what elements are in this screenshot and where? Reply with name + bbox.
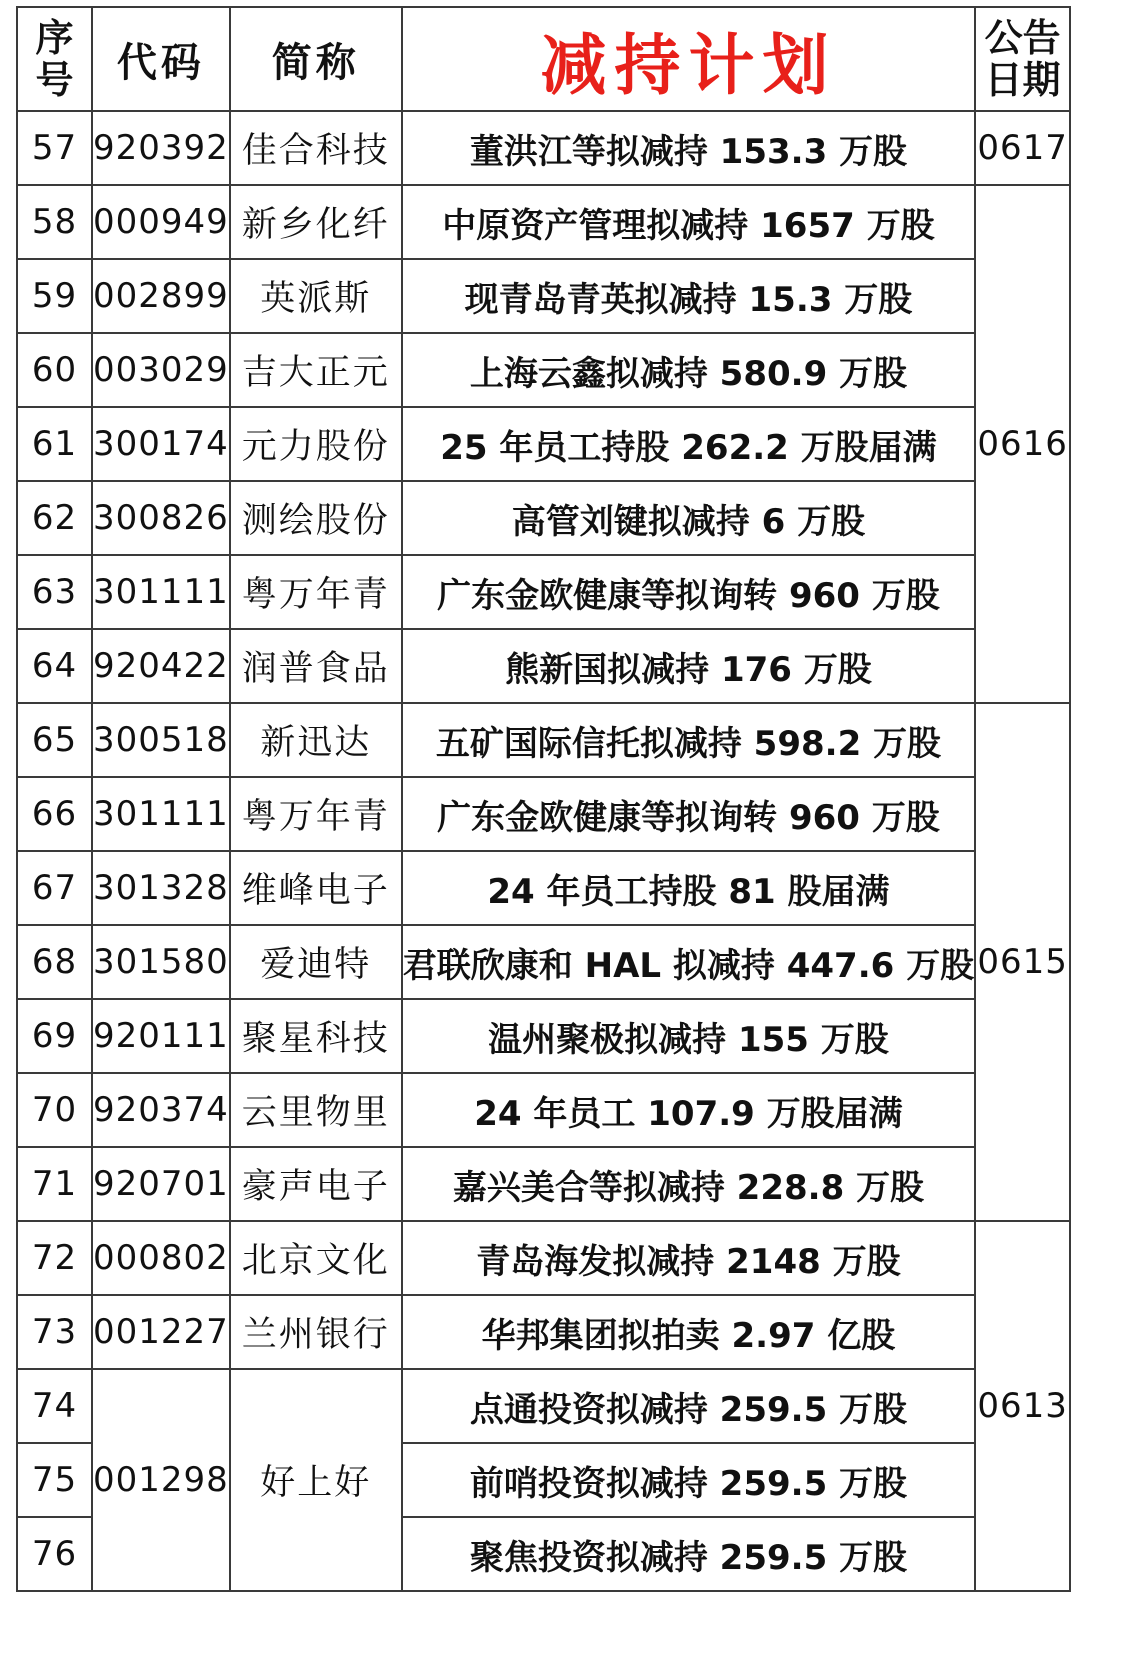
table-row	[17, 481, 1070, 555]
code-cell: 301111	[92, 777, 230, 851]
code-cell: 920701	[92, 1147, 230, 1221]
table-row	[17, 703, 1070, 777]
header-row	[17, 7, 1070, 111]
table-row	[17, 1369, 1070, 1443]
seq-cell: 63	[17, 555, 92, 629]
header-name: 简称	[230, 7, 402, 111]
plan-cell: 青岛海发拟减持 2148 万股	[402, 1221, 975, 1295]
plan-cell: 五矿国际信托拟减持 598.2 万股	[402, 703, 975, 777]
code-cell: 001298	[92, 1369, 230, 1591]
seq-cell: 60	[17, 333, 92, 407]
code-cell: 300518	[92, 703, 230, 777]
seq-cell: 67	[17, 851, 92, 925]
table-row	[17, 185, 1070, 259]
seq-cell: 64	[17, 629, 92, 703]
table-row	[17, 999, 1070, 1073]
code-cell: 920374	[92, 1073, 230, 1147]
name-cell: 维峰电子	[230, 851, 402, 925]
name-cell: 粤万年青	[230, 777, 402, 851]
header-code: 代码	[92, 7, 230, 111]
plan-cell: 上海云鑫拟减持 580.9 万股	[402, 333, 975, 407]
plan-cell: 25 年员工持股 262.2 万股届满	[402, 407, 975, 481]
table-row	[17, 1147, 1070, 1221]
name-cell: 佳合科技	[230, 111, 402, 185]
seq-cell: 71	[17, 1147, 92, 1221]
plan-cell: 前哨投资拟减持 259.5 万股	[402, 1443, 975, 1517]
name-cell: 好上好	[230, 1369, 402, 1591]
table-row	[17, 111, 1070, 185]
plan-cell: 点通投资拟减持 259.5 万股	[402, 1369, 975, 1443]
name-cell: 聚星科技	[230, 999, 402, 1073]
date-cell: 0613	[975, 1221, 1070, 1591]
header-date: 公告 日期	[975, 7, 1070, 111]
header-seq: 序 号	[17, 7, 92, 111]
name-cell: 润普食品	[230, 629, 402, 703]
reduction-plan-table-container	[16, 6, 1071, 1592]
name-cell: 北京文化	[230, 1221, 402, 1295]
seq-cell: 65	[17, 703, 92, 777]
name-cell: 吉大正元	[230, 333, 402, 407]
seq-cell: 61	[17, 407, 92, 481]
code-cell: 002899	[92, 259, 230, 333]
table-row	[17, 1295, 1070, 1369]
code-cell: 001227	[92, 1295, 230, 1369]
seq-cell: 68	[17, 925, 92, 999]
name-cell: 新迅达	[230, 703, 402, 777]
name-cell: 云里物里	[230, 1073, 402, 1147]
plan-cell: 24 年员工持股 81 股届满	[402, 851, 975, 925]
code-cell: 000949	[92, 185, 230, 259]
seq-cell: 59	[17, 259, 92, 333]
code-cell: 300174	[92, 407, 230, 481]
code-cell: 000802	[92, 1221, 230, 1295]
seq-cell: 62	[17, 481, 92, 555]
plan-cell: 温州聚极拟减持 155 万股	[402, 999, 975, 1073]
plan-cell: 现青岛青英拟减持 15.3 万股	[402, 259, 975, 333]
code-cell: 300826	[92, 481, 230, 555]
table-row	[17, 1221, 1070, 1295]
seq-cell: 58	[17, 185, 92, 259]
reduction-plan-table	[16, 6, 1071, 1592]
name-cell: 元力股份	[230, 407, 402, 481]
name-cell: 粤万年青	[230, 555, 402, 629]
seq-cell: 73	[17, 1295, 92, 1369]
table-row	[17, 629, 1070, 703]
plan-cell: 高管刘键拟减持 6 万股	[402, 481, 975, 555]
code-cell: 301580	[92, 925, 230, 999]
code-cell: 920392	[92, 111, 230, 185]
code-cell: 920111	[92, 999, 230, 1073]
seq-cell: 72	[17, 1221, 92, 1295]
date-cell: 0617	[975, 111, 1070, 185]
seq-cell: 70	[17, 1073, 92, 1147]
plan-cell: 董洪江等拟减持 153.3 万股	[402, 111, 975, 185]
plan-cell: 华邦集团拟拍卖 2.97 亿股	[402, 1295, 975, 1369]
plan-cell: 熊新国拟减持 176 万股	[402, 629, 975, 703]
code-cell: 920422	[92, 629, 230, 703]
seq-cell: 75	[17, 1443, 92, 1517]
name-cell: 兰州银行	[230, 1295, 402, 1369]
plan-cell: 聚焦投资拟减持 259.5 万股	[402, 1517, 975, 1591]
table-row	[17, 407, 1070, 481]
code-cell: 301328	[92, 851, 230, 925]
table-row	[17, 925, 1070, 999]
table-row	[17, 777, 1070, 851]
seq-cell: 74	[17, 1369, 92, 1443]
plan-cell: 嘉兴美合等拟减持 228.8 万股	[402, 1147, 975, 1221]
table-row	[17, 555, 1070, 629]
plan-cell: 24 年员工 107.9 万股届满	[402, 1073, 975, 1147]
seq-cell: 69	[17, 999, 92, 1073]
table-row	[17, 259, 1070, 333]
name-cell: 爱迪特	[230, 925, 402, 999]
header-plan-title: 减持计划	[402, 7, 975, 111]
name-cell: 新乡化纤	[230, 185, 402, 259]
date-cell: 0616	[975, 185, 1070, 703]
code-cell: 003029	[92, 333, 230, 407]
code-cell: 301111	[92, 555, 230, 629]
name-cell: 测绘股份	[230, 481, 402, 555]
table-row	[17, 851, 1070, 925]
name-cell: 豪声电子	[230, 1147, 402, 1221]
name-cell: 英派斯	[230, 259, 402, 333]
seq-cell: 66	[17, 777, 92, 851]
seq-cell: 57	[17, 111, 92, 185]
table-row	[17, 333, 1070, 407]
seq-cell: 76	[17, 1517, 92, 1591]
table-row	[17, 1073, 1070, 1147]
date-cell: 0615	[975, 703, 1070, 1221]
plan-cell: 广东金欧健康等拟询转 960 万股	[402, 555, 975, 629]
plan-cell: 君联欣康和 HAL 拟减持 447.6 万股	[402, 925, 975, 999]
plan-cell: 广东金欧健康等拟询转 960 万股	[402, 777, 975, 851]
plan-cell: 中原资产管理拟减持 1657 万股	[402, 185, 975, 259]
